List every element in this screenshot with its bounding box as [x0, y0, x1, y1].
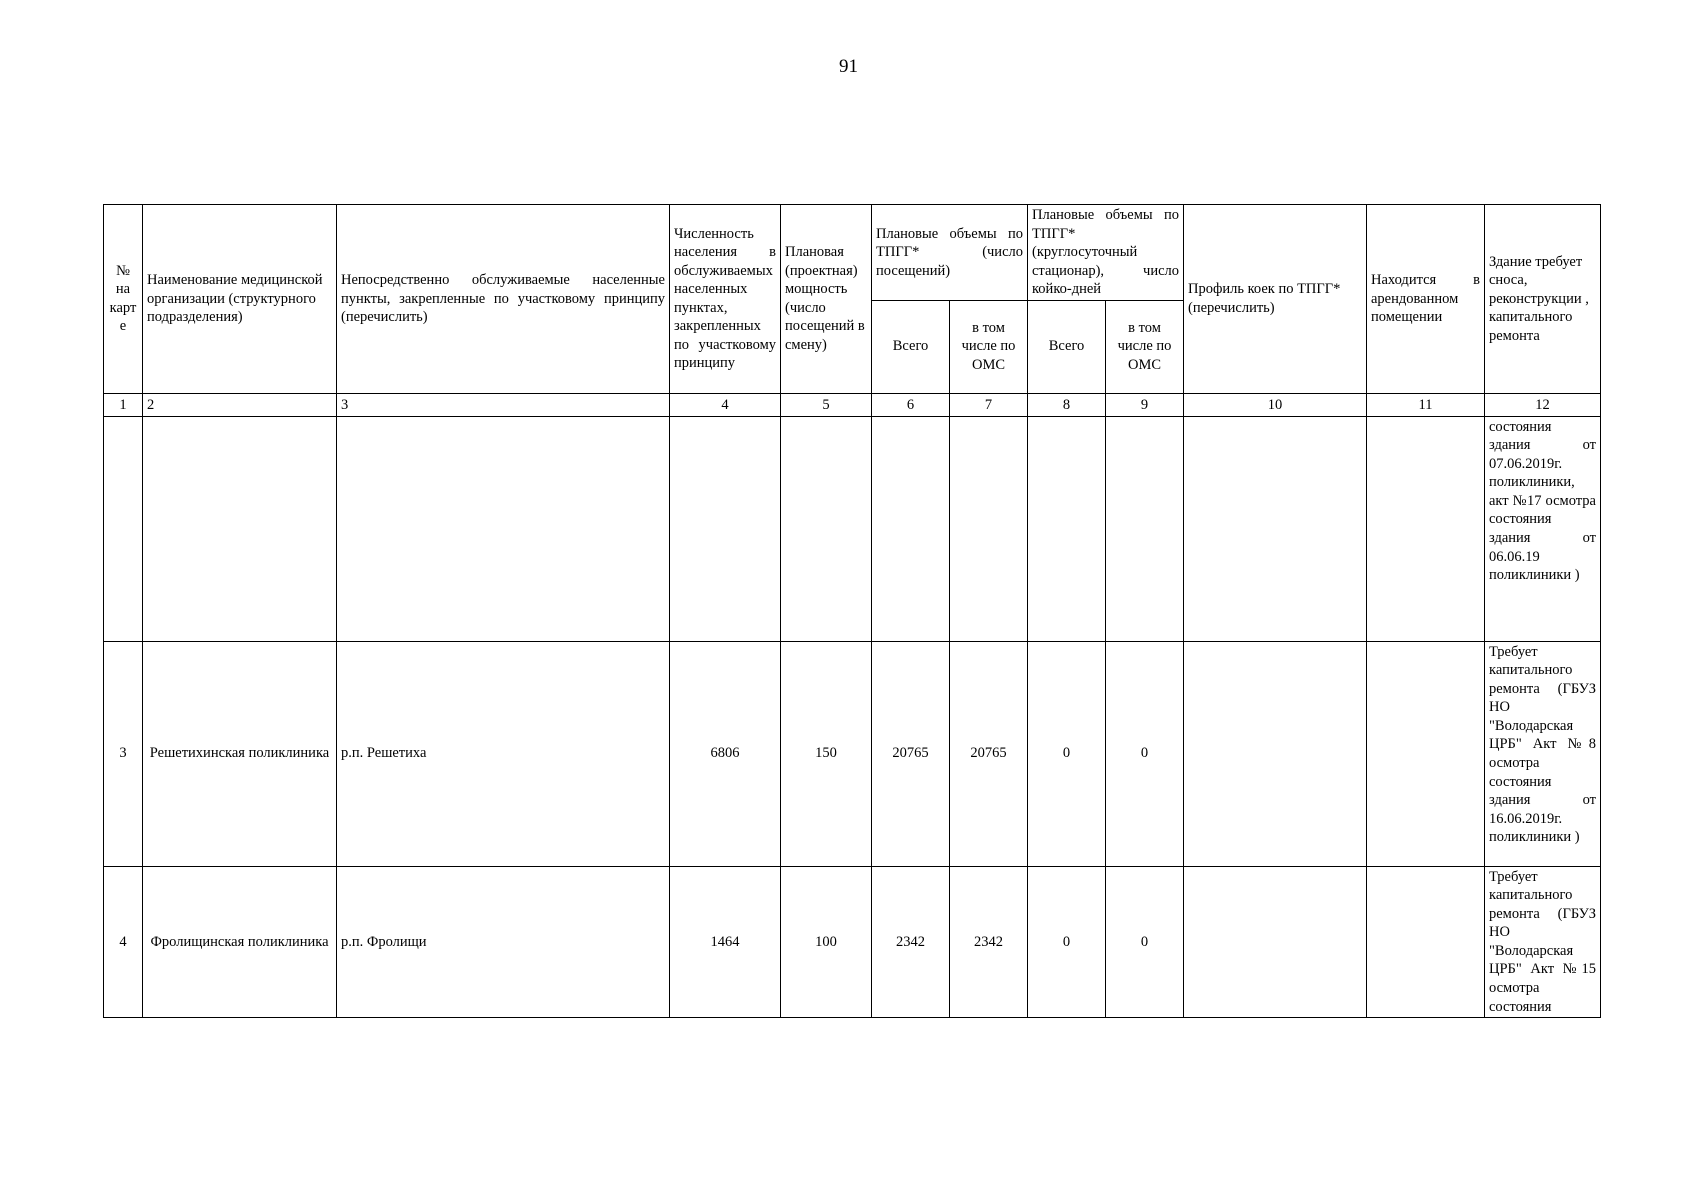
cell-beds-oms: 0 [1106, 866, 1184, 1018]
cell-beds-oms [1106, 416, 1184, 641]
cell-bed-profile [1184, 416, 1367, 641]
cell-rented-premises [1367, 641, 1485, 866]
column-number-row [104, 393, 1601, 416]
cell-organization-name [143, 416, 337, 641]
cell-bed-profile [1184, 866, 1367, 1018]
column-number: 1 [104, 393, 143, 416]
header-beds-oms: в том числе по ОМС [1106, 300, 1184, 393]
cell-planned-capacity: 150 [781, 641, 872, 866]
column-number: 11 [1367, 393, 1485, 416]
medical-organizations-table [103, 204, 1601, 1018]
cell-served-settlements: р.п. Решетиха [337, 641, 670, 866]
header-visits-total: Всего [872, 300, 950, 393]
header-building-condition: Здание требует сноса, реконструкции , капитального ремонта [1485, 205, 1601, 394]
header-visits-oms: в том числе по ОМС [950, 300, 1028, 393]
header-organization-name: Наименование медицинской организации (структурного подразделения) [143, 205, 337, 394]
column-number: 12 [1485, 393, 1601, 416]
column-number: 9 [1106, 393, 1184, 416]
header-beds-total: Всего [1028, 300, 1106, 393]
header-map-number: № на карте [104, 205, 143, 394]
column-number: 3 [337, 393, 670, 416]
table-row [104, 866, 1601, 1018]
cell-served-settlements [337, 416, 670, 641]
cell-population [670, 416, 781, 641]
header-bed-profile: Профиль коек по ТПГГ* (перечислить) [1184, 205, 1367, 394]
cell-beds-total [1028, 416, 1106, 641]
cell-organization-name: Фролищинская поликлиника [143, 866, 337, 1018]
column-number: 5 [781, 393, 872, 416]
cell-visits-oms: 2342 [950, 866, 1028, 1018]
header-served-settlements: Непосредственно обслуживаемые населенные пункты, закрепленные по участковому принципу (перечислить) [337, 205, 670, 394]
column-number: 6 [872, 393, 950, 416]
cell-bed-profile [1184, 641, 1367, 866]
header-population: Численность населения в обслуживаемых населенных пунктах, закрепленных по участковому принципу [670, 205, 781, 394]
cell-beds-total: 0 [1028, 866, 1106, 1018]
cell-rented-premises [1367, 866, 1485, 1018]
cell-building-condition: состояния здания от 07.06.2019г. поликлиники, акт №17 осмотра состояния здания от 06.06.19 поликлиники ) [1485, 416, 1601, 641]
cell-visits-total [872, 416, 950, 641]
column-number: 2 [143, 393, 337, 416]
column-number: 4 [670, 393, 781, 416]
cell-planned-capacity: 100 [781, 866, 872, 1018]
table-row [104, 641, 1601, 866]
cell-map-number [104, 416, 143, 641]
cell-served-settlements: р.п. Фролищи [337, 866, 670, 1018]
cell-visits-oms [950, 416, 1028, 641]
header-planned-capacity: Плановая (проектная) мощность (число посещений в смену) [781, 205, 872, 394]
cell-population: 1464 [670, 866, 781, 1018]
column-number: 10 [1184, 393, 1367, 416]
header-row [104, 205, 1601, 301]
cell-map-number: 3 [104, 641, 143, 866]
header-rented-premises: Находится в арендованном помещении [1367, 205, 1485, 394]
cell-beds-total: 0 [1028, 641, 1106, 866]
table-row [104, 416, 1601, 641]
cell-visits-oms: 20765 [950, 641, 1028, 866]
cell-beds-oms: 0 [1106, 641, 1184, 866]
cell-rented-premises [1367, 416, 1485, 641]
header-planned-visits: Плановые объемы по ТПГГ* (число посещений) [872, 205, 1028, 301]
cell-visits-total: 2342 [872, 866, 950, 1018]
cell-map-number: 4 [104, 866, 143, 1018]
cell-organization-name: Решетихинская поликлиника [143, 641, 337, 866]
page-number: 91 [839, 56, 858, 77]
cell-building-condition: Требует капитального ремонта (ГБУЗ НО "Володарская ЦРБ" Акт №15 осмотра состояния [1485, 866, 1601, 1018]
header-planned-bed-days: Плановые объемы по ТПГГ* (круглосуточный стационар), число койко-дней [1028, 205, 1184, 301]
cell-planned-capacity [781, 416, 872, 641]
column-number: 8 [1028, 393, 1106, 416]
cell-building-condition: Требует капитального ремонта (ГБУЗ НО "Володарская ЦРБ" Акт №8 осмотра состояния здания от 16.06.2019г. поликлиники ) [1485, 641, 1601, 866]
cell-visits-total: 20765 [872, 641, 950, 866]
column-number: 7 [950, 393, 1028, 416]
cell-population: 6806 [670, 641, 781, 866]
